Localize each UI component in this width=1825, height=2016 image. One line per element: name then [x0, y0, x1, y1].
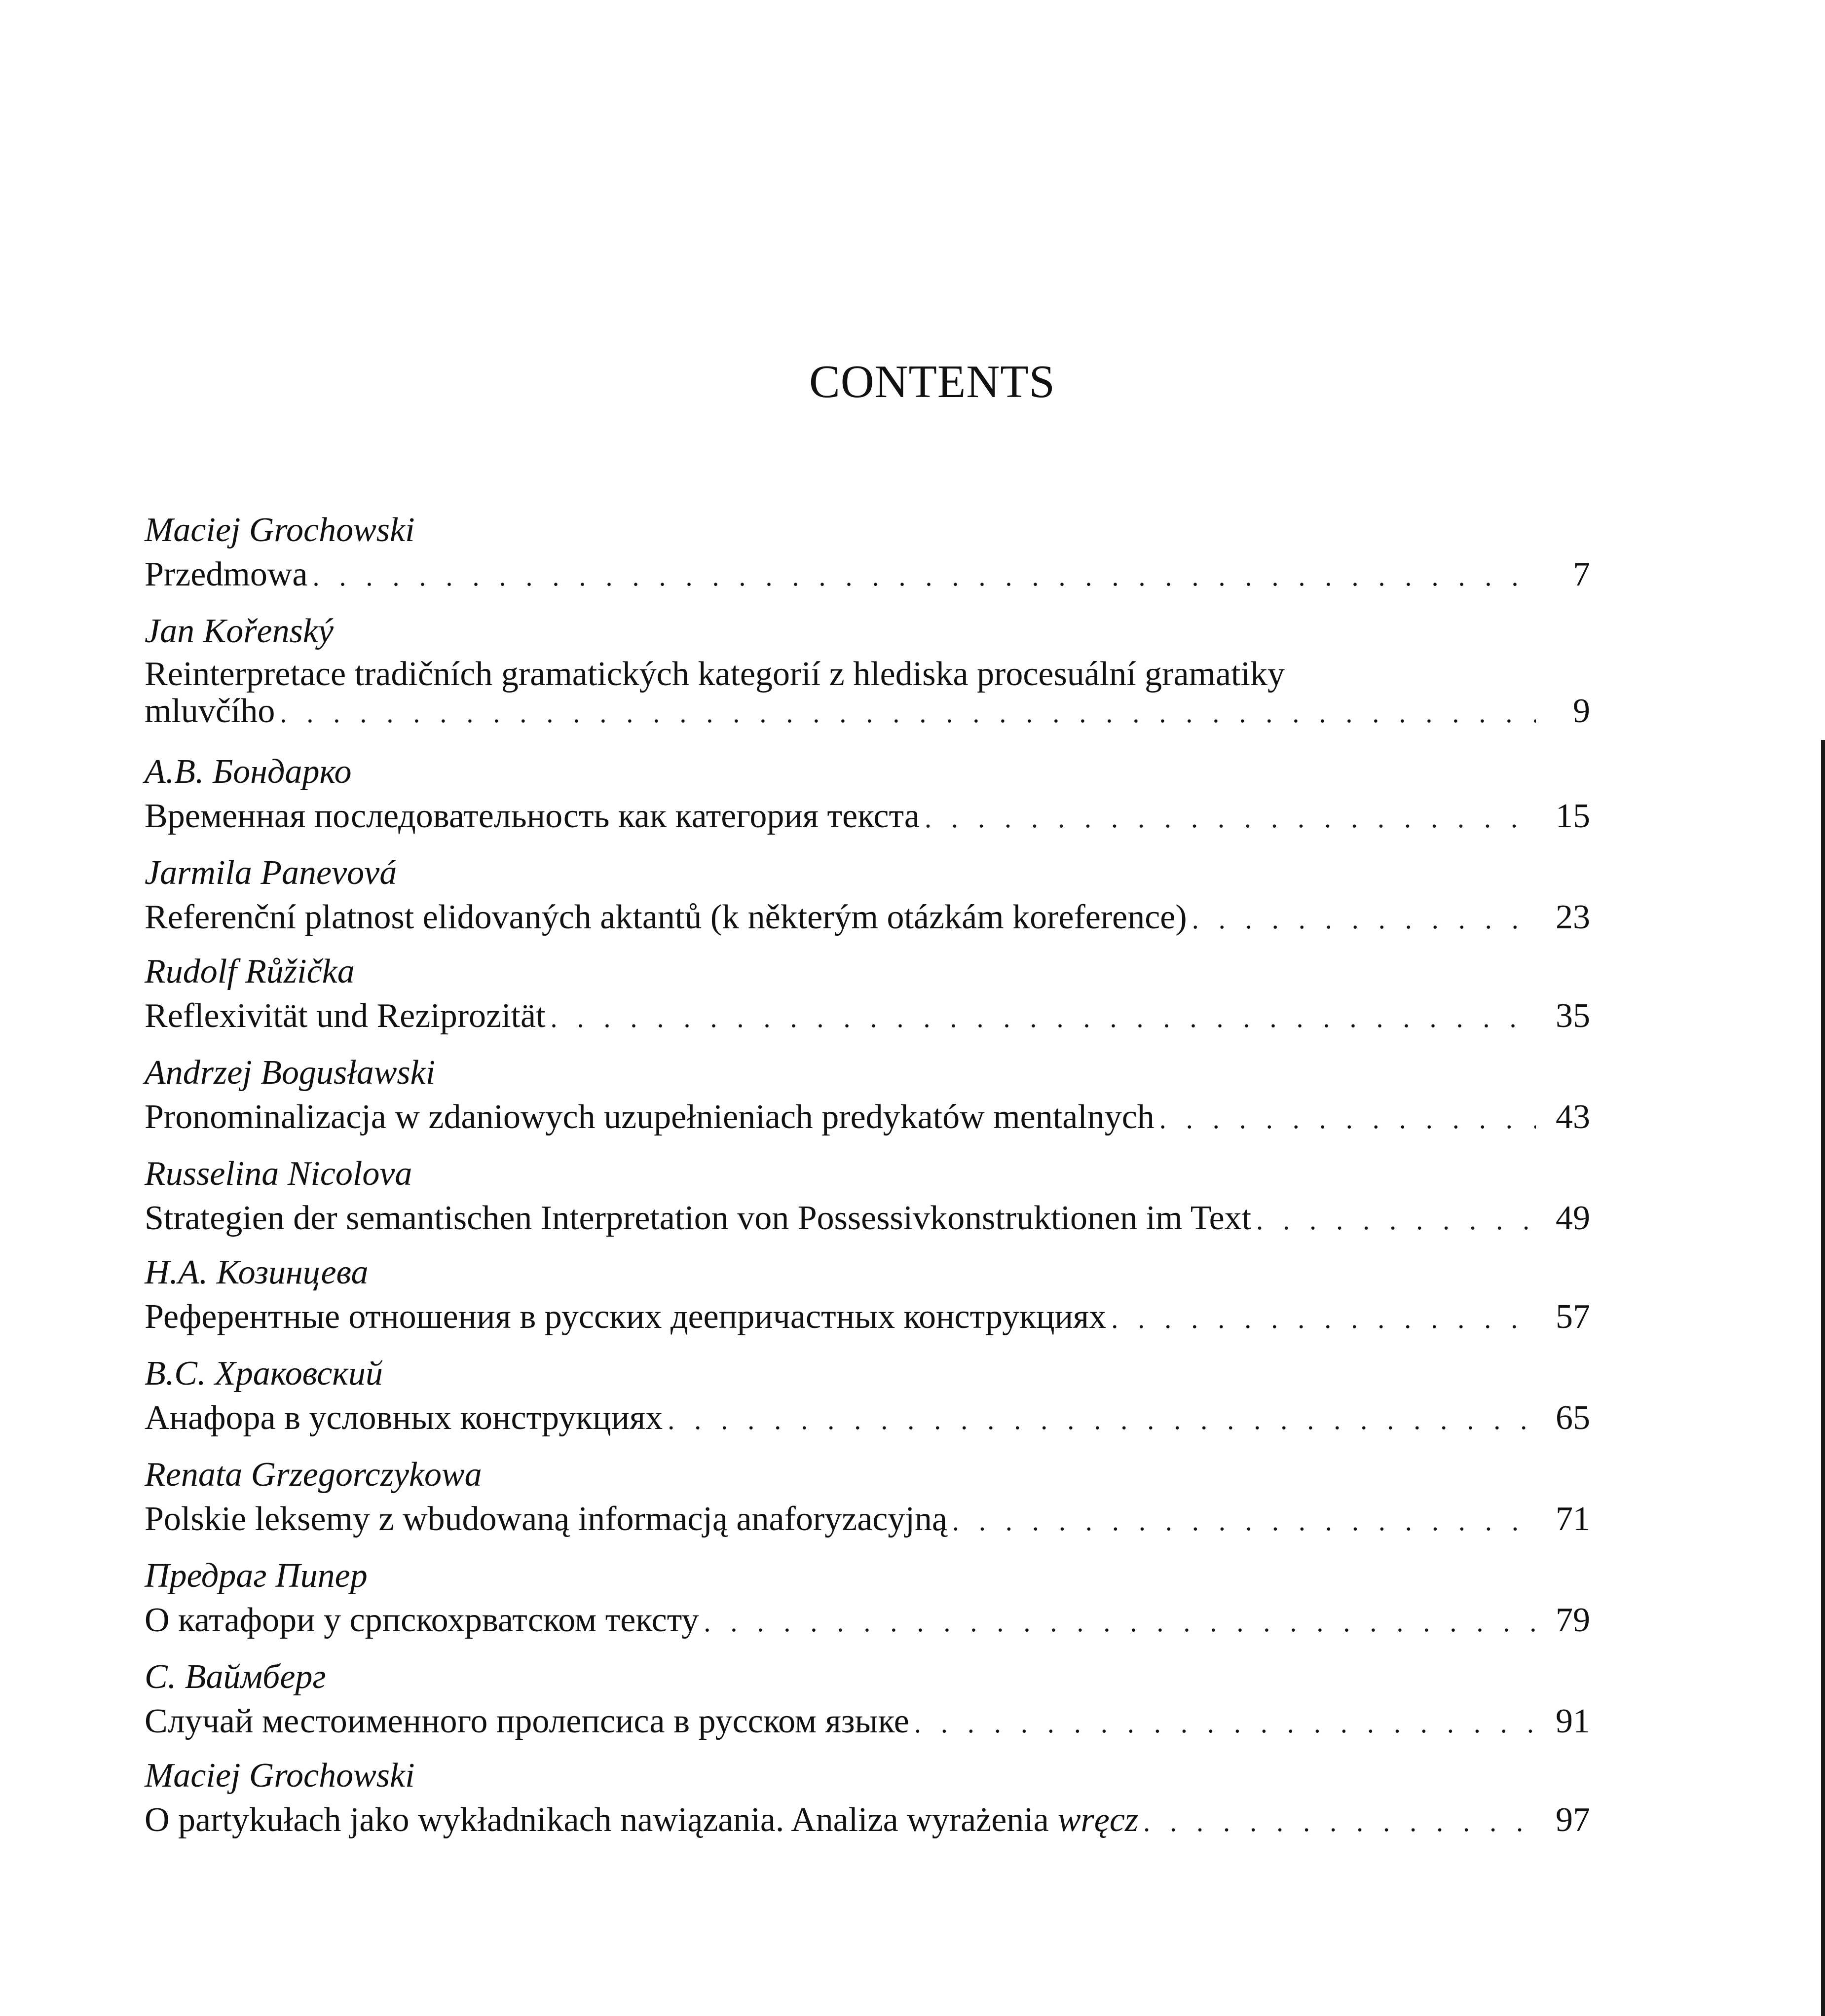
entry-line — [145, 552, 1590, 597]
entry-page-number: 15 — [1556, 797, 1590, 835]
entry-line — [145, 1396, 1590, 1440]
toc-entry — [145, 1655, 1590, 1744]
dot-leader — [1251, 1198, 1536, 1243]
toc-entry — [145, 950, 1590, 1038]
dot-leader — [909, 1701, 1536, 1746]
entry-line — [145, 1196, 1590, 1241]
toc-entry — [145, 1453, 1590, 1541]
entry-line — [145, 1295, 1590, 1339]
entry-title: Случай местоименного пролепсиса в русском языке — [145, 1702, 909, 1740]
entry-line — [145, 1497, 1590, 1541]
entry-author: Rudolf Růžička — [145, 953, 355, 990]
toc-entry — [145, 1754, 1590, 1842]
entry-page-number: 79 — [1556, 1601, 1590, 1639]
toc-entry — [145, 508, 1590, 597]
entry-author: Предраг Пипер — [145, 1557, 368, 1595]
dot-leader — [546, 996, 1536, 1040]
entry-title: Strategien der semantischen Interpretation von Possessivkonstruktionen im Text — [145, 1199, 1252, 1237]
entry-line — [145, 895, 1590, 940]
entry-page-number: 71 — [1556, 1500, 1590, 1538]
entry-author: Н.А. Козинцева — [145, 1253, 369, 1291]
entry-author: Maciej Grochowski — [145, 511, 415, 549]
toc-entry — [145, 750, 1590, 839]
entry-line — [145, 1798, 1590, 1842]
dot-leader — [947, 1499, 1536, 1543]
entry-title: mluvčího — [145, 692, 275, 730]
entry-author: С. Ваймберг — [145, 1658, 326, 1696]
page-title: CONTENTS — [809, 356, 1055, 407]
dot-leader — [920, 796, 1536, 841]
entry-title-first-line: Reinterpretace tradičních gramatických kategorií z hlediska procesuální gramatiky — [145, 655, 1285, 693]
entry-title: О катафори у српскохрватском тексту — [145, 1601, 699, 1639]
dot-leader — [275, 691, 1536, 735]
entry-page-number: 35 — [1556, 997, 1590, 1035]
dot-leader — [1106, 1297, 1536, 1341]
entry-author: Jarmila Panevová — [145, 854, 397, 892]
entry-title: Временная последовательность как категория текста — [145, 797, 920, 835]
entry-line — [145, 1095, 1590, 1139]
dot-leader — [1187, 897, 1536, 942]
entry-title: O partykułach jako wykładnikach nawiązania. Analiza wyrażenia — [145, 1801, 1049, 1839]
entry-page-number: 57 — [1556, 1298, 1590, 1336]
entry-line — [145, 794, 1590, 839]
dot-leader — [663, 1398, 1536, 1442]
entry-page-number: 43 — [1556, 1098, 1590, 1136]
toc-entry — [145, 1051, 1590, 1139]
entry-title: Przedmowa — [145, 555, 308, 593]
entry-page-number: 23 — [1556, 898, 1590, 936]
toc-entry — [145, 851, 1590, 940]
entry-title: Референтные отношения в русских деепричастных конструкциях — [145, 1298, 1107, 1336]
entry-page-number: 91 — [1556, 1702, 1590, 1740]
entry-author: Russelina Nicolova — [145, 1155, 412, 1193]
entry-page-number: 49 — [1556, 1199, 1590, 1237]
dot-leader — [699, 1600, 1536, 1645]
entry-title: Pronominalizacja w zdaniowych uzupełnieniach predykatów mentalnych — [145, 1098, 1155, 1136]
dot-leader — [307, 554, 1536, 599]
entry-title: Referenční platnost elidovaných aktantů (k některým otázkám koreference) — [145, 898, 1187, 936]
entry-line — [145, 689, 1590, 733]
dot-leader — [1138, 1800, 1536, 1844]
entry-title: Анафора в условных конструкциях — [145, 1399, 663, 1437]
entry-author: Jan Kořenský — [145, 612, 334, 650]
toc-entry — [145, 1554, 1590, 1643]
scan-edge — [1821, 740, 1825, 2016]
entry-line — [145, 1699, 1590, 1744]
entry-line — [145, 994, 1590, 1038]
entry-author: Andrzej Bogusławski — [145, 1054, 436, 1092]
entry-title-italic: wręcz — [1057, 1801, 1139, 1839]
entry-page-number: 97 — [1556, 1801, 1590, 1839]
entry-page-number: 7 — [1573, 555, 1590, 593]
dot-leader — [1155, 1097, 1536, 1141]
entry-line — [145, 1598, 1590, 1643]
entry-page-number: 65 — [1556, 1399, 1590, 1437]
toc-entry — [145, 1352, 1590, 1440]
toc-entry — [145, 609, 1590, 733]
toc-entry — [145, 1250, 1590, 1339]
entry-title: Polskie leksemy z wbudowaną informacją anaforyzacyjną — [145, 1500, 947, 1538]
toc-entry — [145, 1152, 1590, 1241]
entry-author: Renata Grzegorczykowa — [145, 1456, 482, 1494]
entry-title: Reflexivität und Reziprozität — [145, 997, 546, 1035]
entry-author: Maciej Grochowski — [145, 1757, 415, 1795]
entry-page-number: 9 — [1573, 692, 1590, 730]
entry-author: А.В. Бондарко — [145, 753, 352, 791]
entry-author: В.С. Храковский — [145, 1355, 383, 1393]
